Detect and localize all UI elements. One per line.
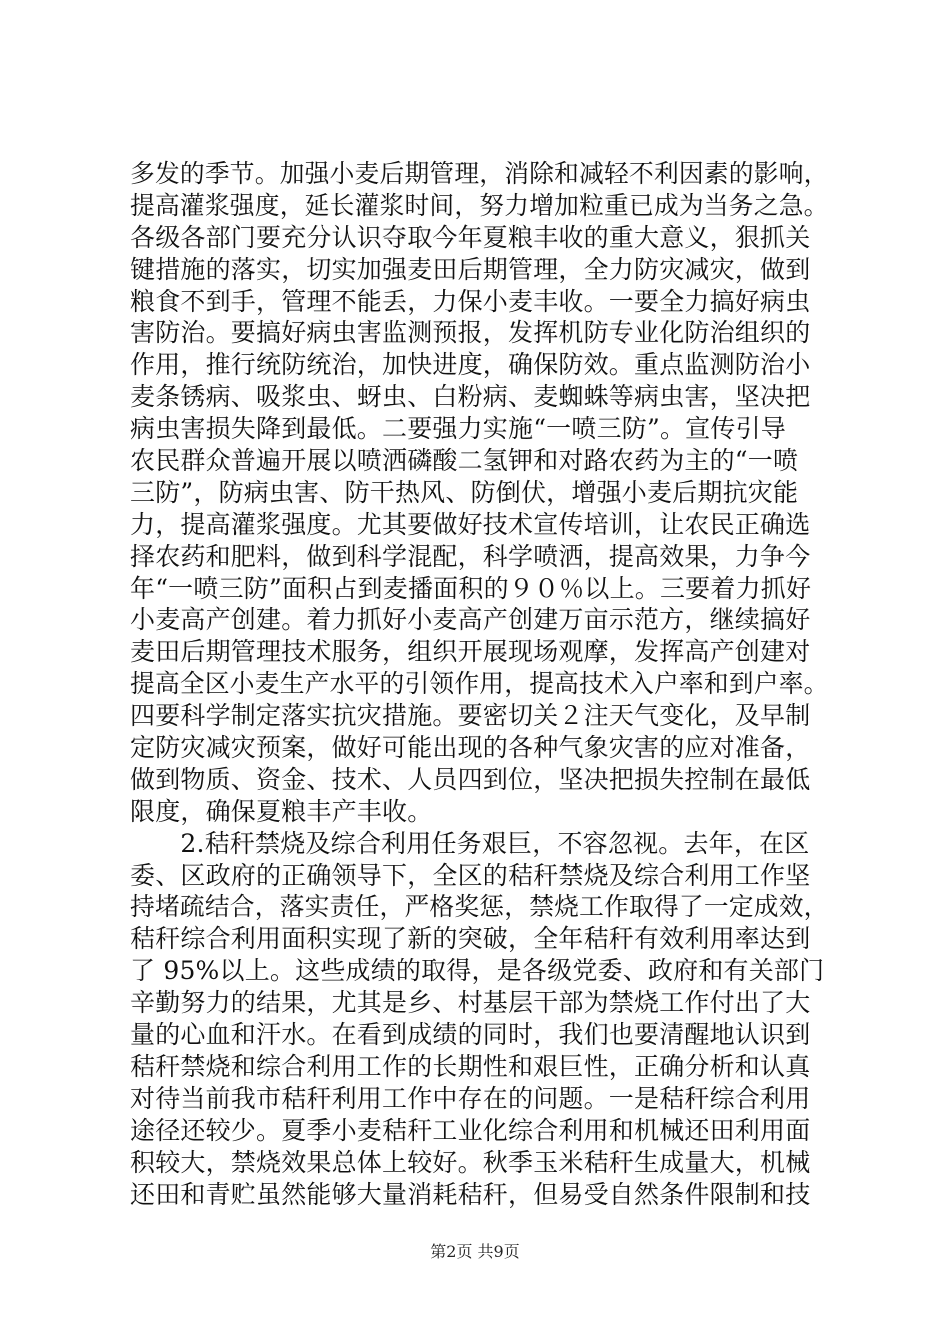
text-line: 提高全区小麦生产水平的引领作用，提高技术入户率和到户率。 <box>130 669 829 699</box>
text-line: 做到物质、资金、技术、人员四到位，坚决把损失控制在最低 <box>130 764 811 794</box>
text-line: 作用，推行统防统治，加快进度，确保防效。重点监测防治小 <box>130 350 811 380</box>
text-line: 多发的季节。加强小麦后期管理，消除和减轻不利因素的影响， <box>130 159 829 188</box>
text-line: 定防灾减灾预案，做好可能出现的各种气象灾害的应对准备， <box>130 733 811 763</box>
text-line: 麦田后期管理技术服务，组织开展现场观摩，发挥高产创建对 <box>130 637 811 667</box>
text-line: 委、区政府的正确领导下，全区的秸秆禁烧及综合利用工作坚 <box>130 860 811 890</box>
text-line: 择农药和肥料，做到科学混配，科学喷洒，提高效果，力争今 <box>130 541 811 571</box>
page-number-footer: 第2页 共9页 <box>430 1242 520 1261</box>
text-line: 秸秆禁烧和综合利用工作的长期性和艰巨性，正确分析和认真 <box>130 1051 811 1081</box>
text-line: 持堵疏结合，落实责任，严格奖惩，禁烧工作取得了一定成效， <box>130 892 829 922</box>
text-line: 三防”，防病虫害、防干热风、防倒伏，增强小麦后期抗灾能 <box>130 477 799 507</box>
text-line: 各级各部门要充分认识夺取今年夏粮丰收的重大意义，狠抓关 <box>130 222 811 252</box>
text-line: 量的心血和汗水。在看到成绩的同时，我们也要清醒地认识到 <box>130 1020 811 1050</box>
text-line: 病虫害损失降到最低。二要强力实施“一喷三防”。宣传引导 <box>130 414 786 444</box>
text-line: 提高灌浆强度，延长灌浆时间，努力增加粒重已成为当务之急。 <box>130 190 829 220</box>
text-line: 积较大，禁烧效果总体上较好。秋季玉米秸秆生成量大，机械 <box>130 1147 811 1177</box>
text-line: 对待当前我市秸秆利用工作中存在的问题。一是秸秆综合利用 <box>130 1083 811 1113</box>
text-line: 麦条锈病、吸浆虫、蚜虫、白粉病、麦蜘蛛等病虫害，坚决把 <box>130 382 811 412</box>
text-line: 辛勤努力的结果，尤其是乡、村基层干部为禁烧工作付出了大 <box>130 988 811 1018</box>
text-line: 2.秸秆禁烧及综合利用任务艰巨，不容忽视。去年，在区 <box>130 828 810 858</box>
body-text <box>130 158 830 1210</box>
text-line: 四要科学制定落实抗灾措施。要密切关２注天气变化，及早制 <box>130 701 811 731</box>
text-line: 秸秆综合利用面积实现了新的突破，全年秸秆有效利用率达到 <box>130 924 811 954</box>
text-line: 了 95%以上。这些成绩的取得，是各级党委、政府和有关部门 <box>130 956 825 986</box>
text-line: 键措施的落实，切实加强麦田后期管理，全力防灾减灾，做到 <box>130 254 811 284</box>
text-line: 力，提高灌浆强度。尤其要做好技术宣传培训，让农民正确选 <box>130 509 811 539</box>
text-line: 粮食不到手，管理不能丢，力保小麦丰收。一要全力搞好病虫 <box>130 286 811 316</box>
text-line: 限度，确保夏粮丰产丰收。 <box>130 796 433 826</box>
text-line: 害防治。要搞好病虫害监测预报，发挥机防专业化防治组织的 <box>130 318 811 348</box>
text-line: 还田和青贮虽然能够大量消耗秸秆，但易受自然条件限制和技 <box>130 1179 811 1209</box>
text-line: 途径还较少。夏季小麦秸秆工业化综合利用和机械还田利用面 <box>130 1115 811 1145</box>
text-line: 农民群众普遍开展以喷洒磷酸二氢钾和对路农药为主的“一喷 <box>130 446 799 476</box>
text-line: 年“一喷三防”面积占到麦播面积的９０％以上。三要着力抓好 <box>130 573 812 603</box>
text-line: 小麦高产创建。着力抓好小麦高产创建万亩示范方，继续搞好 <box>130 605 811 635</box>
